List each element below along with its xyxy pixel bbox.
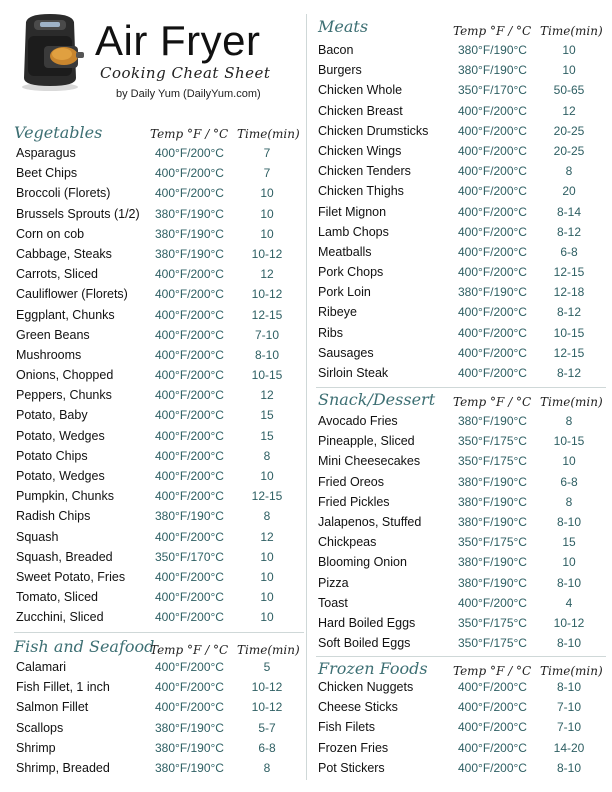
food-temp: 350°F/175°C xyxy=(458,535,527,550)
table-row xyxy=(318,40,608,60)
food-time: 20-25 xyxy=(553,123,585,138)
table-row xyxy=(318,758,608,778)
table-row xyxy=(318,573,608,593)
table-row xyxy=(318,282,608,302)
food-time: 10-12 xyxy=(251,246,283,261)
food-time: 8-10 xyxy=(556,760,582,775)
table-row xyxy=(16,657,306,677)
temp-header: Temp °F / °C xyxy=(453,395,532,409)
food-time: 10-12 xyxy=(251,700,283,715)
table-row xyxy=(16,405,306,425)
food-temp: 400°F/200°C xyxy=(155,408,224,423)
table-row xyxy=(318,222,608,242)
food-time: 12 xyxy=(260,267,274,282)
food-temp: 400°F/200°C xyxy=(155,610,224,625)
food-temp: 400°F/200°C xyxy=(155,287,224,302)
food-name: Chicken Wings xyxy=(318,143,402,158)
table-row xyxy=(318,343,608,363)
food-name: Brussels Sprouts (1/2) xyxy=(16,206,140,221)
food-temp: 400°F/200°C xyxy=(155,448,224,463)
food-name: Calamari xyxy=(16,660,67,674)
food-time: 7-10 xyxy=(556,720,582,735)
food-time: 8-10 xyxy=(254,347,280,362)
food-temp: 400°F/200°C xyxy=(458,595,527,610)
table-row xyxy=(318,717,608,737)
time-header: Time(min) xyxy=(540,24,603,38)
food-temp: 400°F/200°C xyxy=(155,186,224,201)
table-row xyxy=(16,204,306,224)
food-name: Potato, Wedges xyxy=(16,469,105,483)
food-temp: 400°F/200°C xyxy=(458,325,527,340)
food-temp: 400°F/200°C xyxy=(458,305,527,320)
food-temp: 350°F/175°C xyxy=(458,454,527,469)
food-temp: 380°F/190°C xyxy=(458,474,527,489)
food-time: 10 xyxy=(260,590,274,605)
food-time: 10 xyxy=(562,454,576,469)
food-temp: 400°F/200°C xyxy=(155,327,224,342)
table-row xyxy=(16,345,306,365)
food-temp: 400°F/200°C xyxy=(155,660,224,674)
food-name: Salmon Fillet xyxy=(16,700,89,715)
food-name: Bacon xyxy=(318,43,354,57)
food-time: 50-65 xyxy=(553,83,585,98)
food-time: 8-12 xyxy=(556,224,582,239)
header xyxy=(0,0,305,118)
table-row xyxy=(318,512,608,532)
food-name: Cabbage, Steaks xyxy=(16,246,112,261)
section-divider xyxy=(316,656,606,657)
food-temp: 400°F/200°C xyxy=(458,184,527,199)
food-name: Frozen Fries xyxy=(318,740,389,755)
table-row xyxy=(16,244,306,264)
food-time: 6-8 xyxy=(560,244,578,259)
food-name: Chicken Tenders xyxy=(318,164,411,179)
food-name: Ribs xyxy=(318,325,344,340)
food-time: 8 xyxy=(565,164,573,179)
table-row xyxy=(16,607,306,627)
food-temp: 380°F/190°C xyxy=(458,43,527,57)
table-row xyxy=(16,264,306,284)
food-temp: 400°F/200°C xyxy=(458,244,527,259)
food-time: 7-10 xyxy=(254,327,280,342)
food-time: 5-7 xyxy=(258,720,276,735)
table-row xyxy=(16,143,306,163)
food-time: 8-12 xyxy=(556,366,582,380)
table-row xyxy=(318,302,608,322)
table-row xyxy=(318,613,608,633)
food-temp: 380°F/190°C xyxy=(458,285,527,300)
food-name: Pumpkin, Chunks xyxy=(16,489,114,504)
table-row xyxy=(318,532,608,552)
table-row xyxy=(16,718,306,738)
food-temp: 400°F/200°C xyxy=(155,388,224,403)
food-time: 12-18 xyxy=(553,285,585,300)
food-temp: 400°F/200°C xyxy=(458,700,527,715)
food-temp: 400°F/200°C xyxy=(458,164,527,179)
food-time: 10 xyxy=(260,226,274,241)
food-temp: 400°F/200°C xyxy=(155,489,224,504)
food-name: Squash, Breaded xyxy=(16,549,113,564)
food-temp: 400°F/200°C xyxy=(458,224,527,239)
food-temp: 400°F/200°C xyxy=(458,760,527,775)
food-temp: 400°F/200°C xyxy=(155,166,224,181)
food-temp: 380°F/190°C xyxy=(155,206,224,221)
food-time: 12 xyxy=(260,388,274,403)
table-row xyxy=(16,758,306,778)
food-temp: 350°F/175°C xyxy=(458,636,527,651)
food-temp: 400°F/200°C xyxy=(458,740,527,755)
food-temp: 350°F/175°C xyxy=(458,615,527,630)
food-name: Zucchini, Sliced xyxy=(16,610,104,625)
food-time: 10-12 xyxy=(251,680,283,695)
food-name: Cauliflower (Florets) xyxy=(16,287,128,302)
food-name: Onions, Chopped xyxy=(16,368,114,383)
food-name: Potato Chips xyxy=(16,448,88,463)
table-row xyxy=(318,80,608,100)
food-name: Chicken Nuggets xyxy=(318,680,414,694)
food-time: 8-10 xyxy=(556,680,582,694)
food-time: 12-15 xyxy=(553,265,585,280)
table-row xyxy=(16,365,306,385)
table-row xyxy=(318,431,608,451)
food-temp: 400°F/200°C xyxy=(458,204,527,219)
food-name: Burgers xyxy=(318,63,362,78)
section-title-fish: Fish and Seafood xyxy=(14,637,155,656)
food-time: 8 xyxy=(565,414,573,428)
food-name: Hard Boiled Eggs xyxy=(318,615,416,630)
food-name: Shrimp xyxy=(16,740,56,755)
food-time: 12 xyxy=(562,103,576,118)
food-time: 10-15 xyxy=(553,325,585,340)
food-time: 10-12 xyxy=(553,615,585,630)
food-name: Meatballs xyxy=(318,244,372,259)
food-time: 10 xyxy=(260,610,274,625)
food-name: Squash xyxy=(16,529,59,544)
food-name: Shrimp, Breaded xyxy=(16,760,110,775)
food-time: 7 xyxy=(263,146,271,160)
food-name: Green Beans xyxy=(16,327,90,342)
table-row xyxy=(318,677,608,697)
time-header: Time(min) xyxy=(237,127,300,141)
table-row xyxy=(318,633,608,653)
page-subtitle: Cooking Cheat Sheet xyxy=(100,64,271,82)
table-row xyxy=(318,363,608,383)
table-row xyxy=(16,547,306,567)
food-time: 20 xyxy=(562,184,576,199)
table-row xyxy=(16,284,306,304)
food-time: 10 xyxy=(260,569,274,584)
food-temp: 350°F/170°C xyxy=(458,83,527,98)
food-time: 7-10 xyxy=(556,700,582,715)
table-row xyxy=(16,506,306,526)
food-time: 10-15 xyxy=(251,368,283,383)
food-name: Chickpeas xyxy=(318,535,377,550)
food-temp: 400°F/200°C xyxy=(155,590,224,605)
food-temp: 400°F/200°C xyxy=(155,146,224,160)
snack-list xyxy=(318,411,608,653)
food-time: 15 xyxy=(260,408,274,423)
food-time: 8-10 xyxy=(556,636,582,651)
food-name: Radish Chips xyxy=(16,509,91,524)
fish-list xyxy=(16,657,306,778)
column-divider xyxy=(306,14,307,780)
food-temp: 380°F/190°C xyxy=(458,514,527,529)
time-header: Time(min) xyxy=(540,395,603,409)
food-name: Chicken Whole xyxy=(318,83,403,98)
food-temp: 400°F/200°C xyxy=(155,700,224,715)
food-temp: 380°F/190°C xyxy=(155,740,224,755)
table-row xyxy=(318,101,608,121)
section-title-vegetables: Vegetables xyxy=(14,123,103,142)
food-temp: 380°F/190°C xyxy=(458,555,527,570)
food-name: Scallops xyxy=(16,720,64,735)
table-row xyxy=(16,486,306,506)
food-time: 10 xyxy=(562,63,576,78)
food-temp: 400°F/200°C xyxy=(458,123,527,138)
food-temp: 400°F/200°C xyxy=(458,265,527,280)
table-row xyxy=(16,426,306,446)
food-time: 10 xyxy=(562,555,576,570)
food-name: Fried Pickles xyxy=(318,494,390,509)
food-name: Asparagus xyxy=(16,146,76,160)
table-row xyxy=(318,593,608,613)
food-name: Tomato, Sliced xyxy=(16,590,98,605)
time-header: Time(min) xyxy=(540,664,603,678)
food-time: 8-14 xyxy=(556,204,582,219)
food-time: 10 xyxy=(260,206,274,221)
food-time: 10 xyxy=(260,549,274,564)
food-temp: 400°F/200°C xyxy=(458,680,527,694)
temp-header: Temp °F / °C xyxy=(453,664,532,678)
food-time: 8 xyxy=(263,448,271,463)
food-temp: 400°F/200°C xyxy=(155,368,224,383)
table-row xyxy=(318,242,608,262)
food-time: 12-15 xyxy=(553,345,585,360)
food-temp: 400°F/200°C xyxy=(155,307,224,322)
table-row xyxy=(16,697,306,717)
food-time: 15 xyxy=(260,428,274,443)
table-row xyxy=(318,161,608,181)
table-row xyxy=(318,472,608,492)
byline: by Daily Yum (DailyYum.com) xyxy=(116,88,261,100)
table-row xyxy=(16,567,306,587)
food-name: Chicken Breast xyxy=(318,103,403,118)
table-row xyxy=(16,527,306,547)
food-time: 8-10 xyxy=(556,575,582,590)
food-name: Sausages xyxy=(318,345,374,360)
food-name: Pork Chops xyxy=(318,265,384,280)
table-row xyxy=(16,587,306,607)
table-row xyxy=(318,202,608,222)
food-temp: 400°F/200°C xyxy=(155,680,224,695)
table-row xyxy=(318,492,608,512)
table-row xyxy=(16,224,306,244)
food-temp: 380°F/190°C xyxy=(155,246,224,261)
food-time: 12 xyxy=(260,529,274,544)
food-time: 20-25 xyxy=(553,143,585,158)
food-time: 10 xyxy=(260,186,274,201)
table-row xyxy=(318,552,608,572)
table-row xyxy=(318,121,608,141)
food-name: Chicken Thighs xyxy=(318,184,404,199)
food-temp: 380°F/190°C xyxy=(458,414,527,428)
food-temp: 400°F/200°C xyxy=(155,469,224,483)
food-temp: 400°F/200°C xyxy=(458,103,527,118)
section-title-snack: Snack/Dessert xyxy=(318,390,436,409)
table-row xyxy=(318,451,608,471)
food-temp: 380°F/190°C xyxy=(458,63,527,78)
time-header: Time(min) xyxy=(237,643,300,657)
food-name: Pizza xyxy=(318,575,349,590)
food-temp: 350°F/175°C xyxy=(458,434,527,449)
meats-list xyxy=(318,40,608,383)
food-name: Pot Stickers xyxy=(318,760,385,775)
section-title-meats: Meats xyxy=(318,17,369,36)
food-name: Eggplant, Chunks xyxy=(16,307,115,322)
food-name: Avocado Fries xyxy=(318,414,398,428)
food-name: Toast xyxy=(318,595,348,610)
table-row xyxy=(16,466,306,486)
temp-header: Temp °F / °C xyxy=(150,643,229,657)
food-temp: 400°F/200°C xyxy=(155,529,224,544)
food-name: Sweet Potato, Fries xyxy=(16,569,126,584)
food-time: 15 xyxy=(562,535,576,550)
food-name: Potato, Wedges xyxy=(16,428,105,443)
temp-header: Temp °F / °C xyxy=(150,127,229,141)
food-temp: 400°F/200°C xyxy=(155,267,224,282)
food-time: 8 xyxy=(565,494,573,509)
food-name: Chicken Drumsticks xyxy=(318,123,429,138)
food-name: Lamb Chops xyxy=(318,224,389,239)
table-row xyxy=(318,738,608,758)
food-name: Soft Boiled Eggs xyxy=(318,636,411,651)
food-temp: 380°F/190°C xyxy=(155,760,224,775)
table-row xyxy=(16,305,306,325)
food-name: Jalapenos, Stuffed xyxy=(318,514,422,529)
table-row xyxy=(16,446,306,466)
table-row xyxy=(318,323,608,343)
food-time: 10-12 xyxy=(251,287,283,302)
food-name: Cheese Sticks xyxy=(318,700,398,715)
frozen-list xyxy=(318,677,608,778)
food-temp: 380°F/190°C xyxy=(458,494,527,509)
food-name: Peppers, Chunks xyxy=(16,388,112,403)
food-time: 12-15 xyxy=(251,489,283,504)
air-fryer-icon xyxy=(14,12,86,92)
temp-header: Temp °F / °C xyxy=(453,24,532,38)
food-name: Mini Cheesecakes xyxy=(318,454,421,469)
page-title: Air Fryer xyxy=(95,17,261,64)
food-name: Potato, Baby xyxy=(16,408,88,423)
food-time: 6-8 xyxy=(560,474,578,489)
table-row xyxy=(318,697,608,717)
table-row xyxy=(318,60,608,80)
food-temp: 400°F/200°C xyxy=(155,347,224,362)
food-time: 8 xyxy=(263,760,271,775)
food-name: Fish Fillet, 1 inch xyxy=(16,680,110,695)
food-name: Fried Oreos xyxy=(318,474,384,489)
section-title-frozen: Frozen Foods xyxy=(318,659,428,678)
food-name: Mushrooms xyxy=(16,347,82,362)
food-time: 7 xyxy=(263,166,271,181)
food-temp: 400°F/200°C xyxy=(458,345,527,360)
food-temp: 400°F/200°C xyxy=(155,569,224,584)
table-row xyxy=(16,325,306,345)
food-name: Sirloin Steak xyxy=(318,366,389,380)
food-temp: 350°F/170°C xyxy=(155,549,224,564)
food-time: 10 xyxy=(562,43,576,57)
food-time: 4 xyxy=(565,595,573,610)
food-temp: 400°F/200°C xyxy=(458,143,527,158)
food-time: 8 xyxy=(263,509,271,524)
table-row xyxy=(16,183,306,203)
table-row xyxy=(318,181,608,201)
vegetables-list xyxy=(16,143,306,628)
table-row xyxy=(318,141,608,161)
food-name: Beet Chips xyxy=(16,166,78,181)
food-name: Carrots, Sliced xyxy=(16,267,98,282)
table-row xyxy=(318,262,608,282)
food-time: 5 xyxy=(263,660,271,674)
section-divider xyxy=(14,632,304,633)
table-row xyxy=(16,385,306,405)
food-time: 6-8 xyxy=(258,740,276,755)
food-temp: 380°F/190°C xyxy=(155,226,224,241)
food-name: Ribeye xyxy=(318,305,357,320)
food-time: 8-10 xyxy=(556,514,582,529)
table-row xyxy=(16,738,306,758)
food-time: 14-20 xyxy=(553,740,585,755)
food-time: 8-12 xyxy=(556,305,582,320)
food-name: Broccoli (Florets) xyxy=(16,186,111,201)
food-time: 12-15 xyxy=(251,307,283,322)
section-divider xyxy=(316,387,606,388)
food-name: Corn on cob xyxy=(16,226,85,241)
food-name: Fish Filets xyxy=(318,720,375,735)
table-row xyxy=(16,677,306,697)
food-time: 10 xyxy=(260,469,274,483)
food-temp: 380°F/190°C xyxy=(155,509,224,524)
food-temp: 400°F/200°C xyxy=(458,720,527,735)
food-temp: 380°F/190°C xyxy=(155,720,224,735)
food-name: Blooming Onion xyxy=(318,555,407,570)
food-name: Filet Mignon xyxy=(318,204,387,219)
food-temp: 380°F/190°C xyxy=(458,575,527,590)
table-row xyxy=(16,163,306,183)
food-time: 10-15 xyxy=(553,434,585,449)
food-name: Pork Loin xyxy=(318,285,371,300)
food-temp: 400°F/200°C xyxy=(155,428,224,443)
food-name: Pineapple, Sliced xyxy=(318,434,415,449)
food-temp: 400°F/200°C xyxy=(458,366,527,380)
table-row xyxy=(318,411,608,431)
